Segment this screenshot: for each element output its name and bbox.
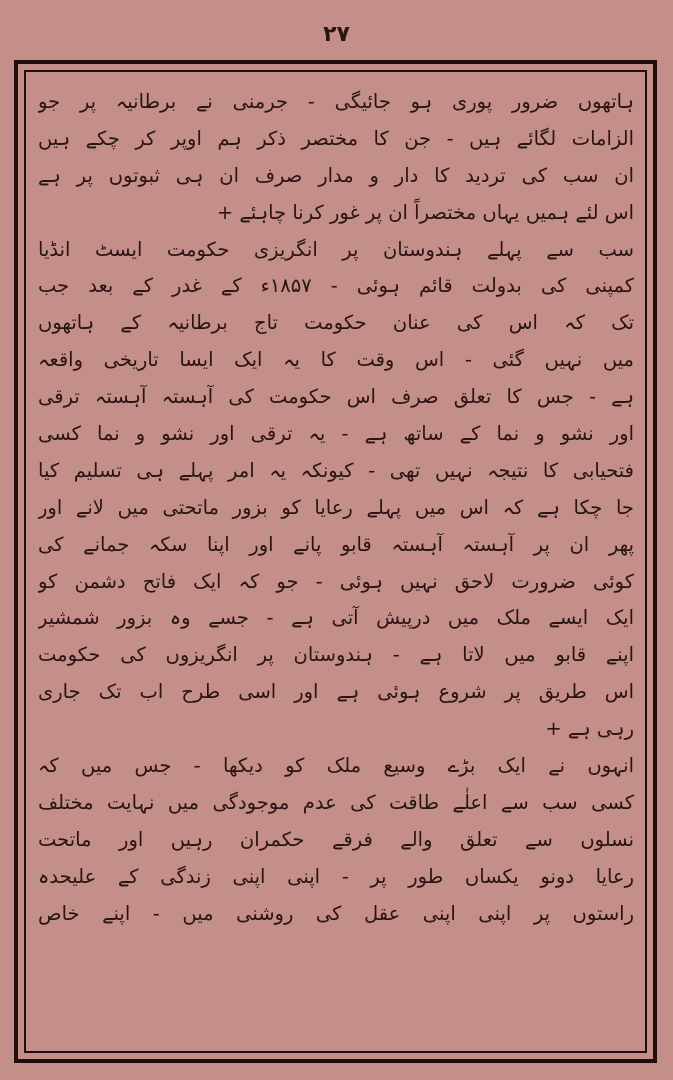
text-line: اپنے قابو میں لاتا ہے - ہندوستان پر انگریزوں کی حکومت bbox=[38, 643, 634, 667]
text-line: کمپنی کی بدولت قائم ہوئی - ۱۸۵۷ء کے غدر کے بعد جب bbox=[38, 274, 634, 298]
text-line: ہے - جس کا تعلق صرف اس حکومت کی آہستہ آہستہ ترقی bbox=[38, 385, 634, 409]
text-line: تک کہ اس کی عنان حکومت تاج برطانیہ کے ہاتھوں bbox=[38, 311, 634, 335]
text-line: اس لئے ہمیں یہاں مختصراً ان پر غور کرنا چاہئے + bbox=[216, 200, 634, 224]
text-line: سب سے پہلے ہندوستان پر انگریزی حکومت ایسٹ انڈیا bbox=[38, 237, 634, 261]
text-line: پھر ان پر آہستہ آہستہ قابو پانے اور اپنا سکہ جمانے کی bbox=[38, 532, 634, 556]
page-number: ۲۷ bbox=[323, 22, 350, 47]
text-line: ہاتھوں ضرور پوری ہو جائیگی - جرمنی نے برطانیہ پر جو bbox=[38, 90, 634, 113]
text-line: کوئی ضرورت لاحق نہیں ہوئی - جو کہ ایک فاتح دشمن کو bbox=[38, 569, 634, 593]
text-line: رعایا دونو یکساں طور پر - اپنی اپنی زندگی کے علیحدہ bbox=[38, 864, 634, 888]
text-line: میں نہیں گئی - اس وقت کا یہ ایک ایسا تاریخی واقعہ bbox=[38, 348, 634, 372]
page-text bbox=[38, 84, 634, 1044]
text-line: فتحیابی کا نتیجہ نہیں تھی - کیونکہ یہ امر پہلے ہی تسلیم کیا bbox=[38, 458, 634, 482]
text-line: راستوں پر اپنی اپنی عقل کی روشنی میں - اپنے خاص bbox=[38, 901, 634, 925]
text-line: کسی سب سے اعلٰے طاقت کی عدم موجودگی میں نہایت مختلف bbox=[38, 790, 634, 814]
text-line: ایک ایسے ملک میں درپیش آتی ہے - جسے وہ بزور شمشیر bbox=[38, 606, 634, 630]
text-line: اس طریق پر شروع ہوئی ہے اور اسی طرح اب تک جاری bbox=[38, 680, 634, 704]
text-line: جا چکا ہے کہ اس میں پہلے رعایا کو بزور ماتحتی میں لانے اور bbox=[38, 495, 634, 519]
text-line: اور نشو و نما کے ساتھ ہے - یہ ترقی اور نشو و نما کسی bbox=[38, 422, 634, 446]
text-line: نسلوں سے تعلق والے فرقے حکمران رہیں اور ماتحت bbox=[38, 827, 634, 851]
text-line: ان سب کی تردید کا دار و مدار صرف ان ہی ثبوتوں پر ہے bbox=[38, 163, 634, 187]
text-line: رہی ہے + bbox=[545, 717, 634, 741]
text-line: الزامات لگائے ہیں - جن کا مختصر ذکر ہم اوپر کر چکے ہیں bbox=[38, 126, 634, 150]
text-line: انہوں نے ایک بڑے وسیع ملک کو دیکھا - جس میں کہ bbox=[38, 754, 634, 778]
